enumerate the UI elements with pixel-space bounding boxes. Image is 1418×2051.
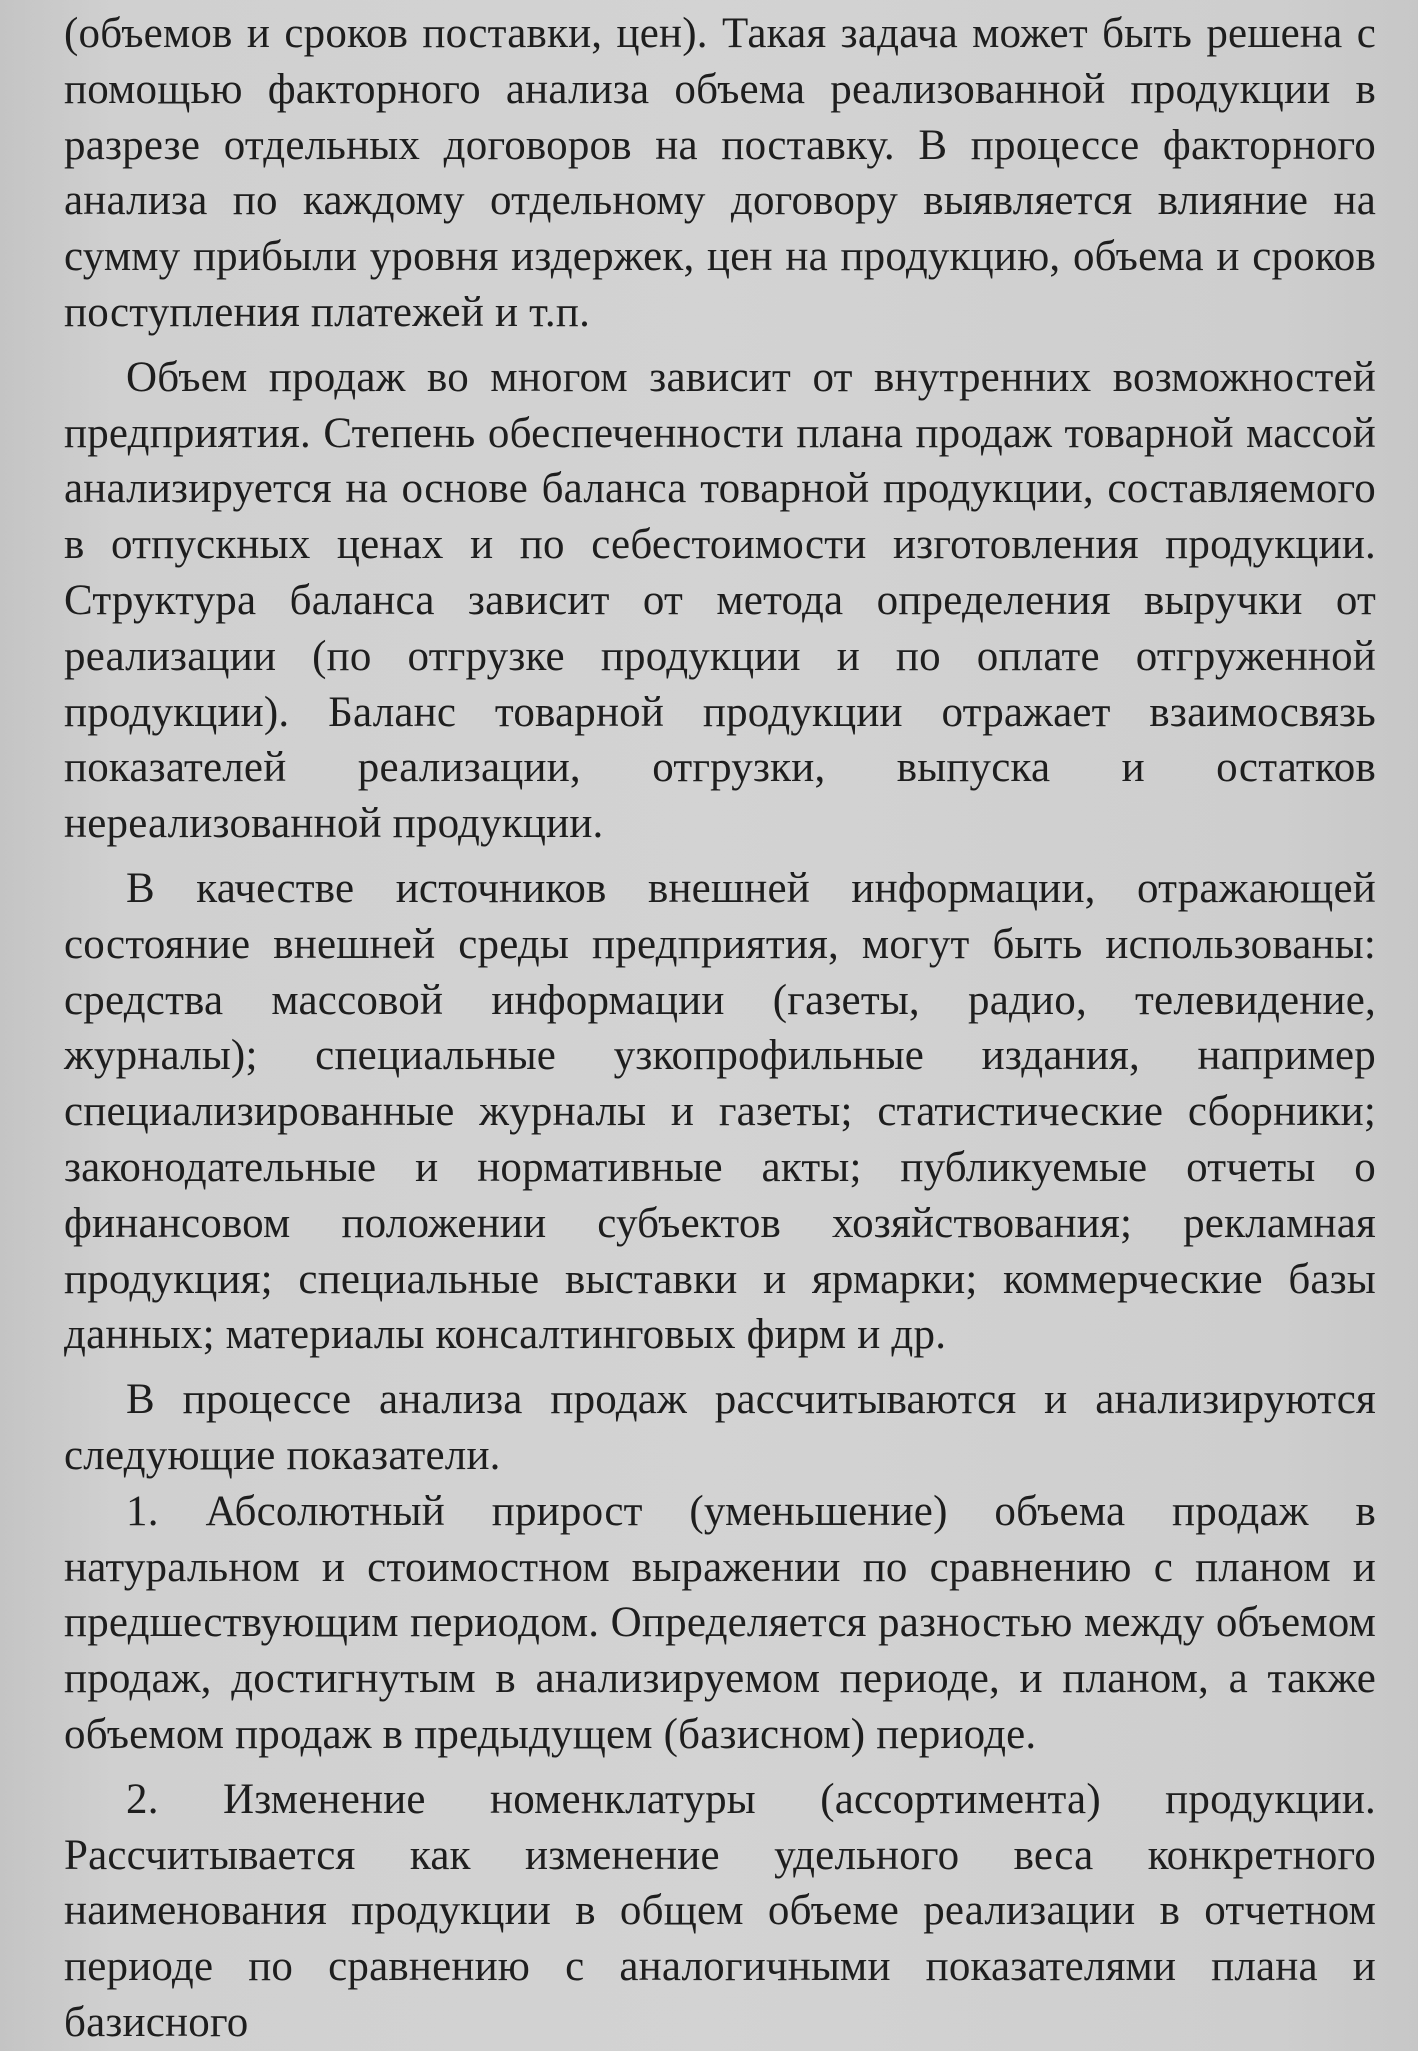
paragraph-gap [64, 1363, 1376, 1372]
page-text [64, 6, 1376, 2051]
paragraph-factor-analysis: (объемов и сроков поставки, цен). Такая задача может быть решена с помощью факторного анализа объема реализованной продукции в разрезе отдельных договоров на поставку. В процессе факторного анализа по каждому отдельному договору выявляется влияние на сумму прибыли уровня издержек, цен на продукцию, объема и сроков поступления платежей и т.п. [64, 10, 1376, 336]
paragraph-gap [64, 341, 1376, 350]
paragraph-gap [64, 1763, 1376, 1772]
paragraph-sales-volume: Объем продаж во многом зависит от внутренних возможностей предприятия. Степень обеспеченности плана продаж товарной массой анализируется на основе баланса товарной продукции, составляемого в отпускных ценах и по себестоимости изготовления продукции. Структура баланса зависит от метода определения выручки от реализации (по отгрузке продукции и по оплате отгруженной продукции). Баланс товарной продукции отражает взаимосвязь показателей реализации, отгрузки, выпуска и остатков нереализованной продукции. [64, 353, 1376, 848]
paragraph-indicator-1: 1. Абсолютный прирост (уменьшение) объема продаж в натуральном и стоимостном выражении по сравнению с планом и предшествующим периодом. Определяется разностью между объемом продаж, достигнутым в анализируемом периоде, и планом, а также объемом продаж в предыдущем (базисном) периоде. [64, 1487, 1376, 1758]
paragraph-indicator-2: 2. Изменение номенклатуры (ассортимента) продукции. Рассчитывается как изменение удельного веса конкретного наименования продукции в общем объеме реализации в отчетном периоде по сравнению с аналогичными показателями плана и базисного [64, 1775, 1376, 2046]
paragraph-external-sources: В качестве источников внешней информации, отражающей состояние внешней среды предприятия, могут быть использованы: средства массовой информации (газеты, радио, телевидение, журналы); специальные узкопрофильные издания, например специализированные журналы и газеты; статистические сборники; законодательные и нормативные акты; публикуемые отчеты о финансовом положении субъектов хозяйствования; рекламная продукция; специальные выставки и ярмарки; коммерческие базы данных; материалы консалтинговых фирм и др. [64, 864, 1376, 1359]
paragraph-gap [64, 852, 1376, 861]
paragraph-indicators-intro: В процессе анализа продаж рассчитываются и анализируются следующие показатели. [64, 1376, 1376, 1479]
